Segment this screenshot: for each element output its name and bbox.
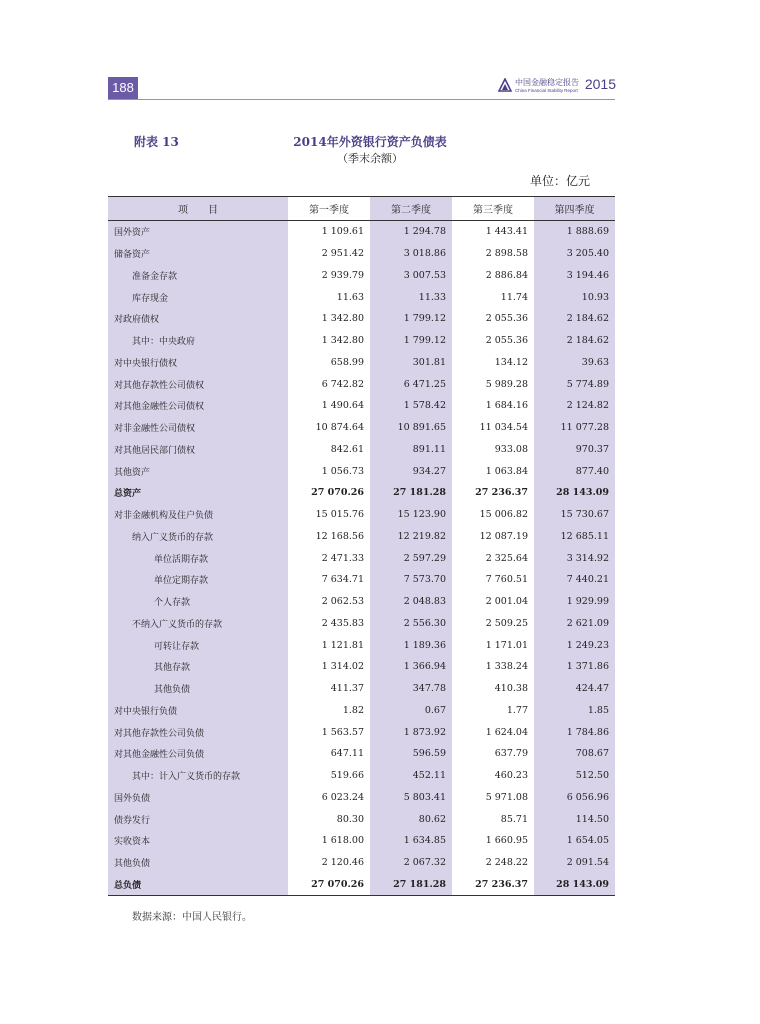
cell-q4: 424.47 — [534, 678, 615, 700]
triangle-logo-icon — [498, 78, 512, 92]
row-label: 国外负债 — [108, 787, 288, 809]
cell-q1: 2 435.83 — [288, 613, 370, 635]
cell-q4: 2 184.62 — [534, 308, 615, 330]
cell-q4: 1 784.86 — [534, 721, 615, 743]
row-label: 其中：计入广义货币的存款 — [108, 765, 288, 787]
table-row — [108, 439, 615, 461]
cell-q3: 12 087.19 — [452, 526, 534, 548]
cell-q3: 5 971.08 — [452, 787, 534, 809]
row-label: 对非金融机构及住户负债 — [108, 504, 288, 526]
cell-q2: 0.67 — [370, 700, 452, 722]
cell-q4: 3 314.92 — [534, 547, 615, 569]
cell-q2: 2 048.83 — [370, 591, 452, 613]
cell-q1: 80.30 — [288, 808, 370, 830]
cell-q1: 6 742.82 — [288, 373, 370, 395]
table-row — [108, 482, 615, 504]
cell-q2: 7 573.70 — [370, 569, 452, 591]
row-label: 其他负债 — [108, 678, 288, 700]
table-row — [108, 243, 615, 265]
header-rule — [108, 99, 615, 100]
brand-title-cn: 中国金融稳定报告 — [515, 78, 579, 87]
row-label: 其中：中央政府 — [108, 330, 288, 352]
cell-q2: 1 799.12 — [370, 330, 452, 352]
cell-q2: 6 471.25 — [370, 373, 452, 395]
cell-q2: 3 007.53 — [370, 265, 452, 287]
column-header-q2: 第二季度 — [370, 197, 452, 221]
table-row — [108, 330, 615, 352]
cell-q3: 460.23 — [452, 765, 534, 787]
row-label: 其他存款 — [108, 656, 288, 678]
row-label: 单位定期存款 — [108, 569, 288, 591]
cell-q3: 933.08 — [452, 439, 534, 461]
cell-q2: 347.78 — [370, 678, 452, 700]
row-label: 单位活期存款 — [108, 547, 288, 569]
row-label: 对政府债权 — [108, 308, 288, 330]
cell-q2: 10 891.65 — [370, 417, 452, 439]
cell-q1: 1.82 — [288, 700, 370, 722]
row-label: 债券发行 — [108, 808, 288, 830]
cell-q3: 2 248.22 — [452, 852, 534, 874]
unit-label: 单位：亿元 — [529, 174, 590, 188]
cell-q4: 6 056.96 — [534, 787, 615, 809]
brand-year: 2015 — [584, 76, 616, 92]
table-title: 2014年外资银行资产负债表 — [293, 135, 447, 149]
cell-q3: 637.79 — [452, 743, 534, 765]
cell-q2: 301.81 — [370, 352, 452, 374]
cell-q4: 39.63 — [534, 352, 615, 374]
cell-q2: 12 219.82 — [370, 526, 452, 548]
table-row — [108, 308, 615, 330]
row-label: 可转让存款 — [108, 634, 288, 656]
table-row — [108, 591, 615, 613]
table-subtitle: （季末余额） — [337, 152, 403, 165]
cell-q2: 27 181.28 — [370, 482, 452, 504]
cell-q3: 1 338.24 — [452, 656, 534, 678]
cell-q4: 970.37 — [534, 439, 615, 461]
table-body — [108, 221, 615, 896]
cell-q4: 1 888.69 — [534, 221, 615, 243]
cell-q1: 519.66 — [288, 765, 370, 787]
row-label: 对其他金融性公司负债 — [108, 743, 288, 765]
cell-q1: 2 939.79 — [288, 265, 370, 287]
cell-q3: 1 684.16 — [452, 395, 534, 417]
table-row — [108, 286, 615, 308]
cell-q4: 1 929.99 — [534, 591, 615, 613]
cell-q1: 1 490.64 — [288, 395, 370, 417]
cell-q4: 877.40 — [534, 460, 615, 482]
row-label: 总负债 — [108, 874, 288, 896]
cell-q4: 7 440.21 — [534, 569, 615, 591]
cell-q1: 1 342.80 — [288, 330, 370, 352]
cell-q2: 1 294.78 — [370, 221, 452, 243]
cell-q2: 5 803.41 — [370, 787, 452, 809]
table-row — [108, 743, 615, 765]
cell-q4: 114.50 — [534, 808, 615, 830]
brand-title-en: China Financial Stability Report — [515, 88, 578, 93]
cell-q1: 1 342.80 — [288, 308, 370, 330]
cell-q2: 891.11 — [370, 439, 452, 461]
cell-q2: 934.27 — [370, 460, 452, 482]
cell-q1: 15 015.76 — [288, 504, 370, 526]
table-row — [108, 634, 615, 656]
row-label: 国外资产 — [108, 221, 288, 243]
cell-q3: 1 063.84 — [452, 460, 534, 482]
cell-q2: 27 181.28 — [370, 874, 452, 896]
cell-q3: 1.77 — [452, 700, 534, 722]
table-row — [108, 547, 615, 569]
table-row — [108, 787, 615, 809]
cell-q1: 647.11 — [288, 743, 370, 765]
cell-q2: 3 018.86 — [370, 243, 452, 265]
row-label: 对中央银行债权 — [108, 352, 288, 374]
cell-q3: 27 236.37 — [452, 482, 534, 504]
table-row — [108, 352, 615, 374]
cell-q4: 1.85 — [534, 700, 615, 722]
cell-q3: 2 001.04 — [452, 591, 534, 613]
cell-q4: 28 143.09 — [534, 482, 615, 504]
cell-q2: 1 578.42 — [370, 395, 452, 417]
cell-q2: 15 123.90 — [370, 504, 452, 526]
cell-q3: 1 171.01 — [452, 634, 534, 656]
cell-q1: 7 634.71 — [288, 569, 370, 591]
table-row — [108, 221, 615, 243]
cell-q1: 27 070.26 — [288, 874, 370, 896]
table-row — [108, 395, 615, 417]
cell-q3: 1 624.04 — [452, 721, 534, 743]
cell-q1: 1 109.61 — [288, 221, 370, 243]
cell-q4: 1 249.23 — [534, 634, 615, 656]
cell-q3: 5 989.28 — [452, 373, 534, 395]
cell-q1: 1 563.57 — [288, 721, 370, 743]
cell-q2: 1 189.36 — [370, 634, 452, 656]
cell-q2: 1 873.92 — [370, 721, 452, 743]
cell-q4: 2 184.62 — [534, 330, 615, 352]
table-row — [108, 265, 615, 287]
cell-q2: 596.59 — [370, 743, 452, 765]
cell-q1: 12 168.56 — [288, 526, 370, 548]
table-row — [108, 460, 615, 482]
row-label: 个人存款 — [108, 591, 288, 613]
cell-q3: 2 325.64 — [452, 547, 534, 569]
cell-q3: 2 898.58 — [452, 243, 534, 265]
cell-q4: 708.67 — [534, 743, 615, 765]
cell-q1: 2 951.42 — [288, 243, 370, 265]
cell-q2: 80.62 — [370, 808, 452, 830]
cell-q4: 3 194.46 — [534, 265, 615, 287]
cell-q2: 2 597.29 — [370, 547, 452, 569]
column-header-q3: 第三季度 — [452, 197, 534, 221]
cell-q2: 452.11 — [370, 765, 452, 787]
row-label: 对其他存款性公司负债 — [108, 721, 288, 743]
table-row — [108, 874, 615, 896]
cell-q2: 1 366.94 — [370, 656, 452, 678]
cell-q2: 2 067.32 — [370, 852, 452, 874]
table-row — [108, 569, 615, 591]
data-source-note: 数据来源：中国人民银行。 — [132, 912, 252, 923]
cell-q1: 6 023.24 — [288, 787, 370, 809]
table-row — [108, 852, 615, 874]
cell-q4: 1 371.86 — [534, 656, 615, 678]
row-label: 对其他居民部门债权 — [108, 439, 288, 461]
cell-q1: 11.63 — [288, 286, 370, 308]
cell-q4: 10.93 — [534, 286, 615, 308]
cell-q3: 27 236.37 — [452, 874, 534, 896]
cell-q1: 1 314.02 — [288, 656, 370, 678]
cell-q1: 1 121.81 — [288, 634, 370, 656]
cell-q4: 12 685.11 — [534, 526, 615, 548]
cell-q1: 2 120.46 — [288, 852, 370, 874]
cell-q2: 1 799.12 — [370, 308, 452, 330]
page-number: 188 — [108, 77, 138, 99]
row-label: 不纳入广义货币的存款 — [108, 613, 288, 635]
cell-q3: 2 509.25 — [452, 613, 534, 635]
cell-q1: 10 874.64 — [288, 417, 370, 439]
cell-q1: 1 056.73 — [288, 460, 370, 482]
cell-q2: 11.33 — [370, 286, 452, 308]
cell-q4: 2 124.82 — [534, 395, 615, 417]
table-row — [108, 504, 615, 526]
table-row — [108, 656, 615, 678]
row-label: 其他资产 — [108, 460, 288, 482]
row-label: 对其他存款性公司债权 — [108, 373, 288, 395]
cell-q1: 27 070.26 — [288, 482, 370, 504]
cell-q1: 2 062.53 — [288, 591, 370, 613]
cell-q3: 1 443.41 — [452, 221, 534, 243]
row-label: 其他负债 — [108, 852, 288, 874]
cell-q3: 410.38 — [452, 678, 534, 700]
column-header-q4: 第四季度 — [534, 197, 615, 221]
table-header-row — [108, 197, 615, 221]
cell-q2: 2 556.30 — [370, 613, 452, 635]
row-label: 库存现金 — [108, 286, 288, 308]
cell-q3: 2 886.84 — [452, 265, 534, 287]
cell-q4: 3 205.40 — [534, 243, 615, 265]
cell-q1: 842.61 — [288, 439, 370, 461]
table-row — [108, 765, 615, 787]
row-label: 纳入广义货币的存款 — [108, 526, 288, 548]
cell-q4: 11 077.28 — [534, 417, 615, 439]
cell-q3: 7 760.51 — [452, 569, 534, 591]
cell-q3: 11 034.54 — [452, 417, 534, 439]
table-row — [108, 678, 615, 700]
table-row — [108, 721, 615, 743]
cell-q3: 2 055.36 — [452, 330, 534, 352]
table-row — [108, 700, 615, 722]
cell-q1: 411.37 — [288, 678, 370, 700]
cell-q4: 1 654.05 — [534, 830, 615, 852]
table-row — [108, 417, 615, 439]
table-row — [108, 373, 615, 395]
cell-q3: 1 660.95 — [452, 830, 534, 852]
cell-q3: 11.74 — [452, 286, 534, 308]
column-header-item: 项 目 — [108, 197, 288, 221]
row-label: 对中央银行负债 — [108, 700, 288, 722]
column-header-q1: 第一季度 — [288, 197, 370, 221]
cell-q3: 85.71 — [452, 808, 534, 830]
cell-q4: 2 091.54 — [534, 852, 615, 874]
table-row — [108, 808, 615, 830]
row-label: 对非金融性公司债权 — [108, 417, 288, 439]
annex-label: 附表 13 — [134, 135, 179, 149]
balance-sheet-table — [108, 196, 615, 896]
row-label: 储备资产 — [108, 243, 288, 265]
table-row — [108, 830, 615, 852]
cell-q4: 5 774.89 — [534, 373, 615, 395]
cell-q4: 28 143.09 — [534, 874, 615, 896]
cell-q4: 15 730.67 — [534, 504, 615, 526]
cell-q1: 1 618.00 — [288, 830, 370, 852]
cell-q1: 2 471.33 — [288, 547, 370, 569]
cell-q4: 512.50 — [534, 765, 615, 787]
table-row — [108, 613, 615, 635]
cell-q1: 658.99 — [288, 352, 370, 374]
cell-q3: 134.12 — [452, 352, 534, 374]
cell-q3: 15 006.82 — [452, 504, 534, 526]
cell-q4: 2 621.09 — [534, 613, 615, 635]
cell-q2: 1 634.85 — [370, 830, 452, 852]
cell-q3: 2 055.36 — [452, 308, 534, 330]
row-label: 总资产 — [108, 482, 288, 504]
row-label: 准备金存款 — [108, 265, 288, 287]
table-row — [108, 526, 615, 548]
row-label: 实收资本 — [108, 830, 288, 852]
row-label: 对其他金融性公司债权 — [108, 395, 288, 417]
report-brand — [498, 75, 616, 99]
